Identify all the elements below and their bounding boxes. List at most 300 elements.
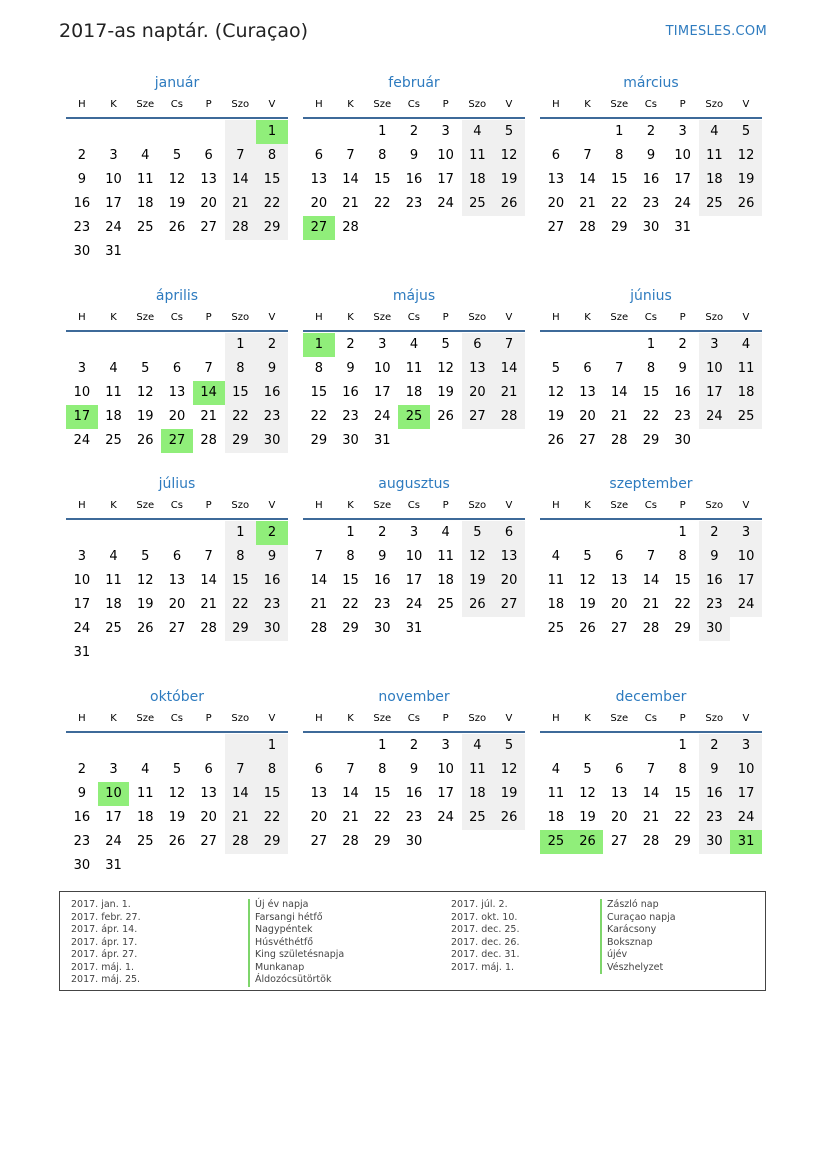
day-cell[interactable]: 19: [493, 782, 525, 806]
day-cell[interactable]: 17: [105, 810, 122, 825]
day-cell[interactable]: 22: [373, 810, 391, 825]
day-cell[interactable]: 4: [109, 361, 118, 376]
day-cell[interactable]: 30: [73, 244, 91, 259]
day-cell[interactable]: 19: [579, 597, 596, 612]
day-cell[interactable]: 13: [579, 385, 596, 400]
day-cell[interactable]: 30: [373, 621, 391, 636]
day-cell[interactable]: 17: [73, 597, 91, 612]
day-cell[interactable]: 9: [378, 549, 387, 564]
day-cell[interactable]: 2: [409, 124, 419, 139]
day-cell[interactable]: 10: [437, 148, 454, 163]
day-cell[interactable]: 21: [225, 806, 257, 830]
day-cell[interactable]: 21: [310, 597, 328, 612]
day-cell[interactable]: 12: [579, 573, 596, 588]
day-cell[interactable]: 25: [437, 597, 454, 612]
day-cell[interactable]: 26: [136, 433, 154, 448]
day-cell[interactable]: 12: [136, 385, 154, 400]
holiday-day-cell[interactable]: 14: [193, 381, 225, 405]
day-cell[interactable]: 28: [579, 220, 596, 235]
day-cell[interactable]: 6: [204, 148, 213, 163]
day-cell[interactable]: 30: [699, 617, 731, 641]
day-cell[interactable]: 23: [674, 409, 691, 424]
day-cell[interactable]: 14: [342, 786, 359, 801]
day-cell[interactable]: 19: [579, 810, 596, 825]
day-cell[interactable]: 25: [462, 192, 494, 216]
day-cell[interactable]: 18: [437, 573, 454, 588]
day-cell[interactable]: 3: [409, 525, 419, 540]
day-cell[interactable]: 2: [77, 762, 86, 777]
day-cell[interactable]: 5: [172, 762, 182, 777]
day-cell[interactable]: 29: [225, 429, 257, 453]
day-cell[interactable]: 22: [256, 806, 288, 830]
day-cell[interactable]: 6: [551, 148, 560, 163]
day-cell[interactable]: 9: [256, 545, 288, 569]
day-cell[interactable]: 31: [674, 220, 691, 235]
day-cell[interactable]: 2: [256, 333, 288, 357]
day-cell[interactable]: 29: [342, 621, 359, 636]
day-cell[interactable]: 19: [462, 569, 494, 593]
day-cell[interactable]: 16: [373, 573, 391, 588]
day-cell[interactable]: 20: [547, 196, 565, 211]
day-cell[interactable]: 1: [678, 738, 687, 753]
day-cell[interactable]: 7: [646, 549, 656, 564]
day-cell[interactable]: 27: [579, 433, 596, 448]
day-cell[interactable]: 13: [168, 385, 186, 400]
holiday-day-cell[interactable]: 27: [303, 216, 335, 240]
day-cell[interactable]: 1: [615, 124, 624, 139]
day-cell[interactable]: 19: [547, 409, 565, 424]
day-cell[interactable]: 21: [610, 409, 628, 424]
day-cell[interactable]: 23: [699, 806, 731, 830]
day-cell[interactable]: 11: [136, 786, 154, 801]
day-cell[interactable]: 28: [342, 220, 359, 235]
day-cell[interactable]: 15: [256, 782, 288, 806]
day-cell[interactable]: 29: [674, 834, 691, 849]
day-cell[interactable]: 5: [141, 361, 150, 376]
day-cell[interactable]: 4: [409, 337, 419, 352]
day-cell[interactable]: 12: [168, 172, 186, 187]
day-cell[interactable]: 10: [73, 573, 91, 588]
day-cell[interactable]: 19: [493, 168, 525, 192]
day-cell[interactable]: 26: [437, 409, 454, 424]
day-cell[interactable]: 15: [610, 172, 628, 187]
day-cell[interactable]: 22: [610, 196, 628, 211]
day-cell[interactable]: 27: [610, 834, 628, 849]
day-cell[interactable]: 1: [378, 738, 387, 753]
day-cell[interactable]: 20: [462, 381, 494, 405]
day-cell[interactable]: 29: [310, 433, 328, 448]
day-cell[interactable]: 21: [579, 196, 596, 211]
day-cell[interactable]: 4: [462, 734, 494, 758]
day-cell[interactable]: 19: [168, 196, 186, 211]
day-cell[interactable]: 6: [204, 762, 213, 777]
day-cell[interactable]: 5: [462, 521, 494, 545]
day-cell[interactable]: 25: [105, 621, 122, 636]
day-cell[interactable]: 15: [674, 573, 691, 588]
day-cell[interactable]: 8: [225, 545, 257, 569]
day-cell[interactable]: 19: [136, 597, 154, 612]
day-cell[interactable]: 3: [699, 333, 731, 357]
day-cell[interactable]: 6: [172, 549, 182, 564]
day-cell[interactable]: 23: [373, 597, 391, 612]
day-cell[interactable]: 28: [610, 433, 628, 448]
day-cell[interactable]: 16: [674, 385, 691, 400]
day-cell[interactable]: 16: [73, 810, 91, 825]
day-cell[interactable]: 23: [256, 593, 288, 617]
day-cell[interactable]: 28: [342, 834, 359, 849]
day-cell[interactable]: 9: [699, 758, 731, 782]
day-cell[interactable]: 18: [547, 597, 565, 612]
day-cell[interactable]: 19: [136, 409, 154, 424]
day-cell[interactable]: 1: [346, 525, 355, 540]
day-cell[interactable]: 11: [547, 786, 565, 801]
day-cell[interactable]: 24: [437, 196, 454, 211]
day-cell[interactable]: 27: [462, 405, 494, 429]
day-cell[interactable]: 11: [136, 172, 154, 187]
day-cell[interactable]: 18: [462, 168, 494, 192]
day-cell[interactable]: 27: [493, 593, 525, 617]
day-cell[interactable]: 8: [256, 144, 288, 168]
day-cell[interactable]: 9: [699, 545, 731, 569]
day-cell[interactable]: 21: [342, 810, 359, 825]
holiday-day-cell[interactable]: 1: [256, 120, 288, 144]
day-cell[interactable]: 16: [699, 569, 731, 593]
day-cell[interactable]: 16: [405, 172, 423, 187]
day-cell[interactable]: 2: [346, 337, 355, 352]
day-cell[interactable]: 8: [678, 549, 687, 564]
day-cell[interactable]: 7: [583, 148, 592, 163]
day-cell[interactable]: 14: [342, 172, 359, 187]
day-cell[interactable]: 28: [225, 216, 257, 240]
day-cell[interactable]: 22: [674, 597, 691, 612]
holiday-day-cell[interactable]: 25: [540, 830, 572, 854]
holiday-day-cell[interactable]: 31: [730, 830, 762, 854]
day-cell[interactable]: 17: [105, 196, 122, 211]
day-cell[interactable]: 15: [310, 385, 328, 400]
day-cell[interactable]: 13: [547, 172, 565, 187]
day-cell[interactable]: 8: [256, 758, 288, 782]
day-cell[interactable]: 23: [642, 196, 660, 211]
day-cell[interactable]: 1: [378, 124, 387, 139]
day-cell[interactable]: 12: [493, 758, 525, 782]
day-cell[interactable]: 20: [200, 196, 217, 211]
day-cell[interactable]: 2: [409, 738, 419, 753]
day-cell[interactable]: 14: [310, 573, 328, 588]
day-cell[interactable]: 18: [105, 597, 122, 612]
day-cell[interactable]: 6: [172, 361, 182, 376]
day-cell[interactable]: 5: [730, 120, 762, 144]
day-cell[interactable]: 21: [200, 409, 217, 424]
day-cell[interactable]: 21: [200, 597, 217, 612]
day-cell[interactable]: 17: [437, 172, 454, 187]
day-cell[interactable]: 27: [547, 220, 565, 235]
day-cell[interactable]: 18: [136, 196, 154, 211]
day-cell[interactable]: 29: [674, 621, 691, 636]
day-cell[interactable]: 7: [225, 758, 257, 782]
day-cell[interactable]: 7: [346, 762, 355, 777]
day-cell[interactable]: 6: [615, 549, 624, 564]
day-cell[interactable]: 18: [405, 385, 423, 400]
day-cell[interactable]: 11: [437, 549, 454, 564]
day-cell[interactable]: 12: [168, 786, 186, 801]
day-cell[interactable]: 15: [674, 786, 691, 801]
day-cell[interactable]: 10: [437, 762, 454, 777]
day-cell[interactable]: 4: [441, 525, 450, 540]
day-cell[interactable]: 21: [342, 196, 359, 211]
day-cell[interactable]: 2: [77, 148, 86, 163]
day-cell[interactable]: 22: [642, 409, 660, 424]
day-cell[interactable]: 30: [73, 858, 91, 873]
day-cell[interactable]: 13: [200, 172, 217, 187]
day-cell[interactable]: 1: [225, 333, 257, 357]
day-cell[interactable]: 17: [699, 381, 731, 405]
day-cell[interactable]: 9: [678, 361, 687, 376]
day-cell[interactable]: 6: [615, 762, 624, 777]
day-cell[interactable]: 16: [405, 786, 423, 801]
day-cell[interactable]: 26: [168, 220, 186, 235]
day-cell[interactable]: 15: [642, 385, 660, 400]
day-cell[interactable]: 23: [405, 196, 423, 211]
day-cell[interactable]: 23: [342, 409, 359, 424]
day-cell[interactable]: 10: [105, 172, 122, 187]
day-cell[interactable]: 28: [200, 433, 217, 448]
day-cell[interactable]: 6: [462, 333, 494, 357]
day-cell[interactable]: 17: [730, 569, 762, 593]
day-cell[interactable]: 15: [342, 573, 359, 588]
day-cell[interactable]: 3: [77, 549, 86, 564]
day-cell[interactable]: 11: [462, 144, 494, 168]
day-cell[interactable]: 23: [256, 405, 288, 429]
day-cell[interactable]: 22: [256, 192, 288, 216]
day-cell[interactable]: 5: [172, 148, 182, 163]
day-cell[interactable]: 13: [168, 573, 186, 588]
day-cell[interactable]: 11: [105, 573, 122, 588]
day-cell[interactable]: 13: [462, 357, 494, 381]
day-cell[interactable]: 13: [310, 172, 328, 187]
day-cell[interactable]: 2: [378, 525, 387, 540]
day-cell[interactable]: 18: [699, 168, 731, 192]
day-cell[interactable]: 8: [314, 361, 323, 376]
day-cell[interactable]: 3: [678, 124, 687, 139]
day-cell[interactable]: 29: [225, 617, 257, 641]
day-cell[interactable]: 17: [437, 786, 454, 801]
day-cell[interactable]: 2: [699, 521, 731, 545]
day-cell[interactable]: 27: [168, 621, 186, 636]
day-cell[interactable]: 8: [378, 148, 387, 163]
day-cell[interactable]: 23: [699, 593, 731, 617]
day-cell[interactable]: 7: [615, 361, 624, 376]
day-cell[interactable]: 3: [109, 762, 118, 777]
day-cell[interactable]: 14: [200, 573, 217, 588]
day-cell[interactable]: 22: [310, 409, 328, 424]
day-cell[interactable]: 9: [409, 762, 419, 777]
day-cell[interactable]: 11: [547, 573, 565, 588]
day-cell[interactable]: 3: [441, 738, 450, 753]
day-cell[interactable]: 24: [105, 834, 122, 849]
day-cell[interactable]: 15: [225, 381, 257, 405]
day-cell[interactable]: 11: [730, 357, 762, 381]
day-cell[interactable]: 24: [730, 806, 762, 830]
day-cell[interactable]: 14: [225, 168, 257, 192]
day-cell[interactable]: 25: [730, 405, 762, 429]
day-cell[interactable]: 3: [109, 148, 118, 163]
day-cell[interactable]: 19: [437, 385, 454, 400]
day-cell[interactable]: 8: [678, 762, 687, 777]
day-cell[interactable]: 20: [493, 569, 525, 593]
day-cell[interactable]: 31: [105, 858, 122, 873]
day-cell[interactable]: 12: [493, 144, 525, 168]
site-logo[interactable]: TIMESLES.COM: [665, 24, 767, 39]
day-cell[interactable]: 28: [493, 405, 525, 429]
day-cell[interactable]: 8: [225, 357, 257, 381]
day-cell[interactable]: 5: [141, 549, 150, 564]
holiday-day-cell[interactable]: 26: [572, 830, 604, 854]
day-cell[interactable]: 9: [346, 361, 355, 376]
day-cell[interactable]: 9: [256, 357, 288, 381]
day-cell[interactable]: 17: [373, 385, 391, 400]
day-cell[interactable]: 6: [314, 148, 323, 163]
holiday-day-cell[interactable]: 17: [66, 405, 98, 429]
day-cell[interactable]: 15: [256, 168, 288, 192]
day-cell[interactable]: 2: [646, 124, 656, 139]
day-cell[interactable]: 11: [105, 385, 122, 400]
day-cell[interactable]: 8: [615, 148, 624, 163]
day-cell[interactable]: 19: [168, 810, 186, 825]
day-cell[interactable]: 1: [256, 734, 288, 758]
day-cell[interactable]: 24: [73, 621, 91, 636]
day-cell[interactable]: 9: [77, 786, 86, 801]
day-cell[interactable]: 14: [225, 782, 257, 806]
day-cell[interactable]: 24: [437, 810, 454, 825]
holiday-day-cell[interactable]: 27: [161, 429, 193, 453]
day-cell[interactable]: 1: [225, 521, 257, 545]
day-cell[interactable]: 3: [730, 521, 762, 545]
day-cell[interactable]: 26: [493, 806, 525, 830]
day-cell[interactable]: 23: [73, 220, 91, 235]
day-cell[interactable]: 18: [547, 810, 565, 825]
day-cell[interactable]: 29: [256, 216, 288, 240]
day-cell[interactable]: 21: [225, 192, 257, 216]
day-cell[interactable]: 2: [699, 734, 731, 758]
day-cell[interactable]: 13: [200, 786, 217, 801]
day-cell[interactable]: 20: [610, 597, 628, 612]
day-cell[interactable]: 20: [610, 810, 628, 825]
day-cell[interactable]: 26: [136, 621, 154, 636]
day-cell[interactable]: 14: [610, 385, 628, 400]
day-cell[interactable]: 9: [77, 172, 86, 187]
day-cell[interactable]: 26: [462, 593, 494, 617]
day-cell[interactable]: 4: [551, 549, 560, 564]
day-cell[interactable]: 24: [73, 433, 91, 448]
day-cell[interactable]: 27: [200, 834, 217, 849]
day-cell[interactable]: 9: [646, 148, 656, 163]
day-cell[interactable]: 28: [310, 621, 328, 636]
day-cell[interactable]: 27: [200, 220, 217, 235]
day-cell[interactable]: 30: [342, 433, 359, 448]
day-cell[interactable]: 6: [493, 521, 525, 545]
day-cell[interactable]: 4: [699, 120, 731, 144]
day-cell[interactable]: 11: [462, 758, 494, 782]
day-cell[interactable]: 13: [493, 545, 525, 569]
day-cell[interactable]: 25: [136, 220, 154, 235]
day-cell[interactable]: 21: [642, 810, 660, 825]
day-cell[interactable]: 5: [493, 734, 525, 758]
day-cell[interactable]: 18: [136, 810, 154, 825]
day-cell[interactable]: 5: [441, 337, 450, 352]
day-cell[interactable]: 16: [342, 385, 359, 400]
holiday-day-cell[interactable]: 2: [256, 521, 288, 545]
day-cell[interactable]: 10: [373, 361, 391, 376]
day-cell[interactable]: 29: [642, 433, 660, 448]
day-cell[interactable]: 13: [610, 786, 628, 801]
day-cell[interactable]: 8: [378, 762, 387, 777]
day-cell[interactable]: 16: [699, 782, 731, 806]
day-cell[interactable]: 22: [373, 196, 391, 211]
day-cell[interactable]: 23: [405, 810, 423, 825]
day-cell[interactable]: 25: [136, 834, 154, 849]
day-cell[interactable]: 24: [105, 220, 122, 235]
day-cell[interactable]: 4: [462, 120, 494, 144]
day-cell[interactable]: 25: [462, 806, 494, 830]
day-cell[interactable]: 15: [225, 569, 257, 593]
holiday-day-cell[interactable]: 10: [98, 782, 130, 806]
day-cell[interactable]: 16: [73, 196, 91, 211]
day-cell[interactable]: 15: [373, 786, 391, 801]
day-cell[interactable]: 12: [547, 385, 565, 400]
day-cell[interactable]: 26: [168, 834, 186, 849]
day-cell[interactable]: 4: [141, 148, 150, 163]
day-cell[interactable]: 31: [105, 244, 122, 259]
day-cell[interactable]: 5: [583, 762, 592, 777]
day-cell[interactable]: 29: [256, 830, 288, 854]
day-cell[interactable]: 24: [730, 593, 762, 617]
day-cell[interactable]: 13: [610, 573, 628, 588]
day-cell[interactable]: 30: [642, 220, 660, 235]
day-cell[interactable]: 7: [646, 762, 656, 777]
day-cell[interactable]: 25: [699, 192, 731, 216]
day-cell[interactable]: 2: [678, 337, 687, 352]
day-cell[interactable]: 27: [310, 834, 328, 849]
day-cell[interactable]: 6: [583, 361, 592, 376]
day-cell[interactable]: 7: [204, 361, 213, 376]
day-cell[interactable]: 15: [373, 172, 391, 187]
day-cell[interactable]: 10: [730, 758, 762, 782]
day-cell[interactable]: 6: [314, 762, 323, 777]
day-cell[interactable]: 14: [642, 786, 660, 801]
day-cell[interactable]: 30: [256, 617, 288, 641]
day-cell[interactable]: 5: [493, 120, 525, 144]
day-cell[interactable]: 4: [141, 762, 150, 777]
day-cell[interactable]: 10: [730, 545, 762, 569]
day-cell[interactable]: 10: [405, 549, 423, 564]
day-cell[interactable]: 31: [405, 621, 423, 636]
day-cell[interactable]: 13: [310, 786, 328, 801]
day-cell[interactable]: 18: [462, 782, 494, 806]
day-cell[interactable]: 7: [225, 144, 257, 168]
day-cell[interactable]: 10: [699, 357, 731, 381]
day-cell[interactable]: 12: [437, 361, 454, 376]
day-cell[interactable]: 24: [405, 597, 423, 612]
day-cell[interactable]: 30: [699, 830, 731, 854]
day-cell[interactable]: 12: [462, 545, 494, 569]
day-cell[interactable]: 20: [168, 409, 186, 424]
day-cell[interactable]: 7: [346, 148, 355, 163]
day-cell[interactable]: 4: [551, 762, 560, 777]
day-cell[interactable]: 23: [73, 834, 91, 849]
day-cell[interactable]: 28: [642, 621, 660, 636]
day-cell[interactable]: 30: [674, 433, 691, 448]
day-cell[interactable]: 25: [547, 621, 565, 636]
